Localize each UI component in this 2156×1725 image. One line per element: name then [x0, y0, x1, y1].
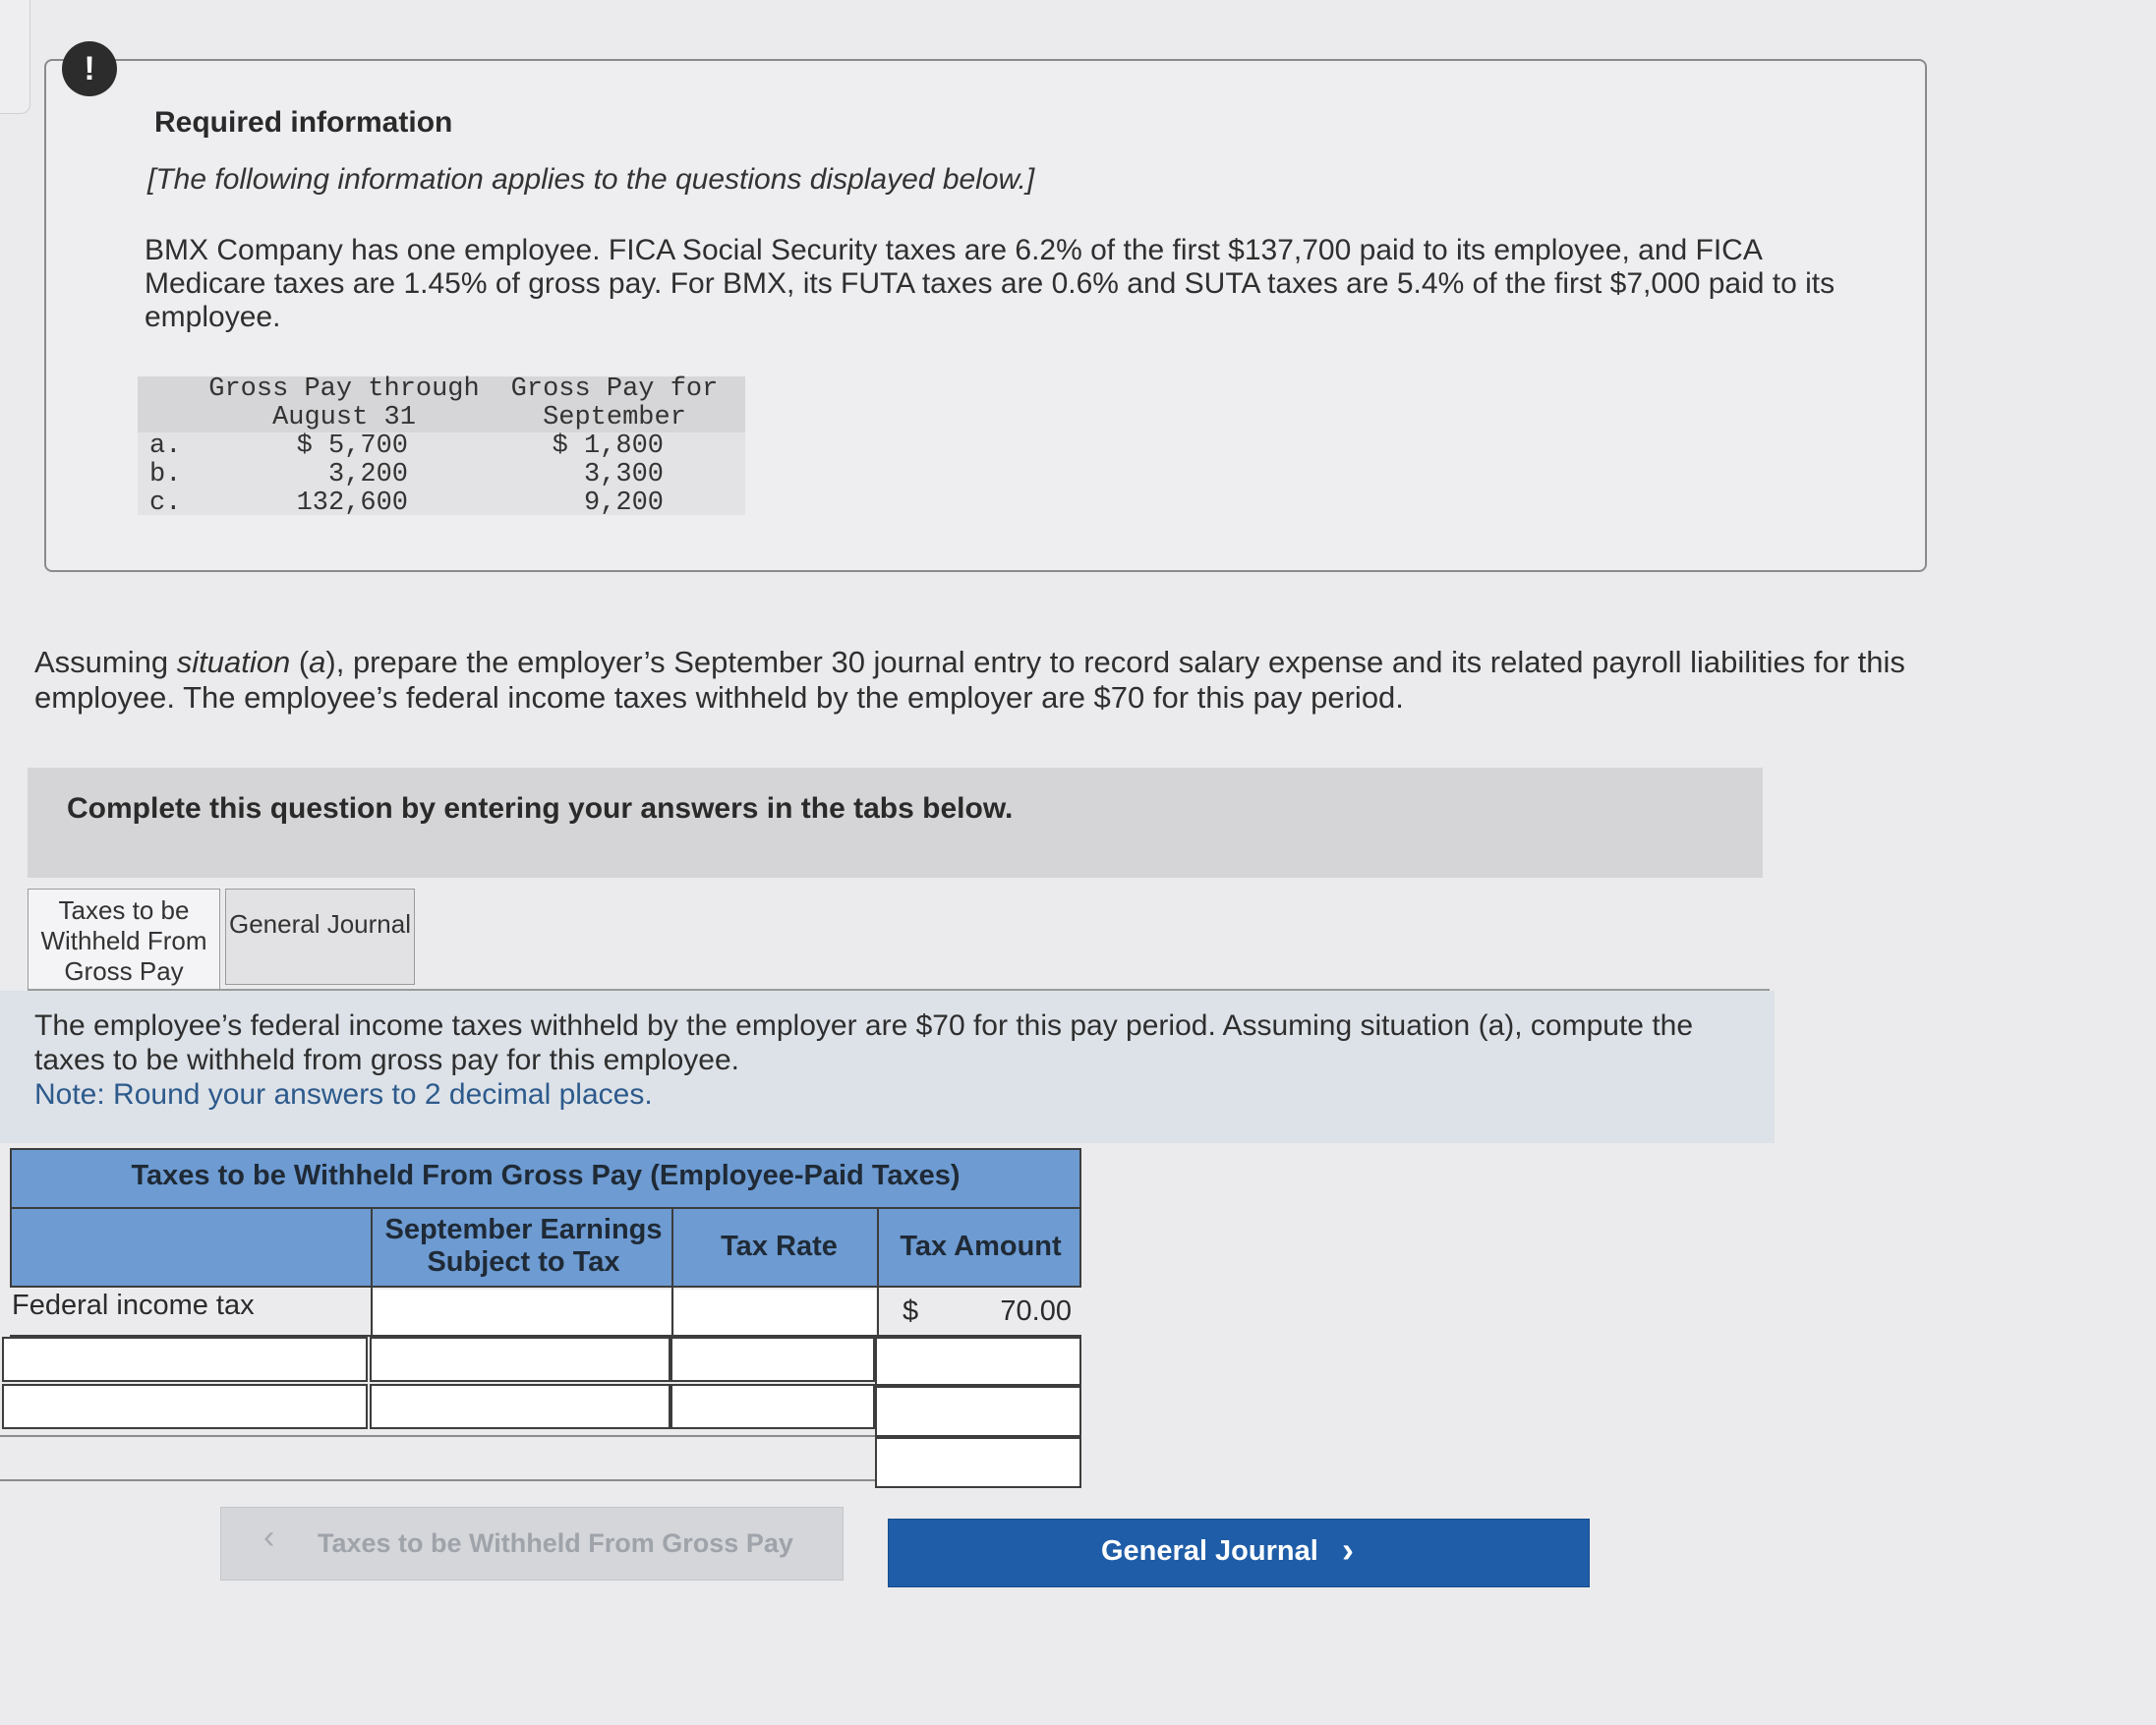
row-divider: [371, 1288, 373, 1337]
total-row-line: [0, 1435, 875, 1437]
alert-icon: !: [62, 41, 117, 96]
fed-earnings-input[interactable]: [374, 1290, 670, 1335]
row-label-b: b.: [149, 460, 182, 489]
previous-tab-label: Taxes to be Withheld From Gross Pay: [318, 1528, 793, 1558]
header-divider: [671, 1209, 673, 1288]
rate-input-2[interactable]: [670, 1337, 875, 1382]
chevron-right-icon: ›: [1342, 1529, 1354, 1570]
question-part2: (: [290, 645, 310, 679]
earnings-input-3[interactable]: [370, 1384, 670, 1429]
tax-name-input-3[interactable]: [2, 1384, 368, 1429]
rounding-note: Note: Round your answers to 2 decimal places.: [34, 1078, 653, 1111]
tab-taxes-withheld[interactable]: Taxes to be Withheld From Gross Pay: [28, 889, 220, 989]
fed-rate-input[interactable]: [674, 1290, 876, 1335]
question-text: [34, 645, 1952, 716]
information-note: [The following information applies to the questions displayed below.]: [147, 163, 1035, 196]
question-part1: Assuming: [34, 645, 177, 679]
row-label-a: a.: [149, 431, 182, 461]
earnings-input-2[interactable]: [370, 1337, 670, 1382]
tab-general-journal[interactable]: General Journal: [225, 889, 415, 985]
fed-tax-amount: 70.00: [1000, 1295, 1072, 1327]
rate-input-3[interactable]: [670, 1384, 875, 1429]
total-amount-input[interactable]: [875, 1437, 1081, 1488]
header-tax-amount: Tax Amount: [900, 1231, 1062, 1262]
tab-instruction-text: The employee’s federal income taxes withheld by the employer are $70 for this pay period. Assuming situation (a), compute the taxes to be withheld from gross pay for this employee.: [34, 1009, 1694, 1076]
row-divider: [877, 1288, 879, 1337]
header-divider: [371, 1209, 373, 1288]
amount-input-3[interactable]: [875, 1386, 1081, 1437]
through-august-a: $ 5,700: [296, 431, 408, 461]
scenario-text: BMX Company has one employee. FICA Social Security taxes are 6.2% of the first $137,700 paid to its employee, and FICA Medicare taxes are 1.45% of gross pay. For BMX, its FUTA taxes are 0.6% and SUTA taxes are 5.4% of the first $7,000 paid to its employee.: [145, 234, 1836, 333]
gross-pay-through-august-header: Gross Pay through August 31: [208, 374, 480, 432]
september-a: $ 1,800: [552, 431, 664, 461]
through-august-b: 3,200: [327, 460, 408, 489]
question-situation: situation: [176, 645, 291, 679]
through-august-c: 132,600: [296, 489, 408, 518]
question-a: a: [309, 645, 326, 679]
required-information-title: Required information: [154, 106, 453, 139]
federal-income-tax-label: Federal income tax: [12, 1290, 255, 1321]
header-tax-rate: Tax Rate: [721, 1231, 838, 1262]
header-september-earnings: September Earnings Subject to Tax: [384, 1214, 663, 1278]
next-tab-label: General Journal: [1101, 1535, 1318, 1567]
total-row-bottom: [0, 1479, 875, 1481]
row-label-c: c.: [149, 489, 182, 518]
gross-pay-september-header: Gross Pay for September: [510, 374, 719, 432]
question-part3: ), prepare the employer’s September 30 journal entry to record salary expense and its related payroll liabilities for this employee. The employee’s federal income taxes withheld by the employer are $70 for this pay period.: [34, 645, 1905, 715]
row-divider: [671, 1288, 673, 1337]
amount-input-2[interactable]: [875, 1337, 1081, 1386]
chevron-left-icon: ‹: [263, 1519, 275, 1556]
tax-name-input-2[interactable]: [2, 1337, 368, 1382]
tax-table-title: Taxes to be Withheld From Gross Pay (Employee-Paid Taxes): [131, 1160, 961, 1191]
september-c: 9,200: [583, 489, 664, 518]
left-edge-panel: [0, 0, 30, 114]
fed-dollar-sign: $: [903, 1295, 919, 1327]
september-b: 3,300: [583, 460, 664, 489]
header-divider: [877, 1209, 879, 1288]
instruction-text: Complete this question by entering your answers in the tabs below.: [67, 792, 1014, 825]
